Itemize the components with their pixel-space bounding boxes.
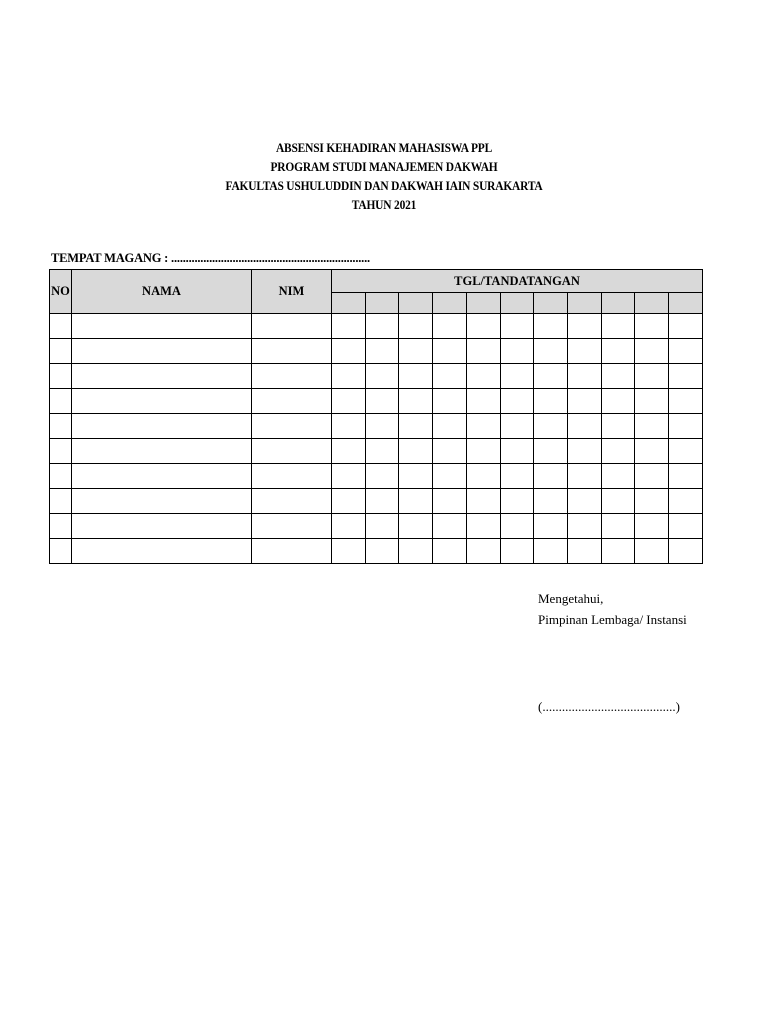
cell-signature	[534, 464, 568, 489]
cell-signature	[601, 539, 635, 564]
cell-signature	[534, 314, 568, 339]
cell-signature	[433, 339, 467, 364]
cell-nim	[252, 389, 332, 414]
cell-signature	[365, 464, 399, 489]
cell-signature	[466, 489, 500, 514]
signature-line-2: Pimpinan Lembaga/ Instansi	[538, 612, 687, 627]
cell-signature	[466, 439, 500, 464]
cell-signature	[399, 339, 433, 364]
cell-no	[50, 514, 72, 539]
cell-signature	[568, 439, 602, 464]
cell-signature	[399, 389, 433, 414]
cell-signature	[433, 539, 467, 564]
cell-signature	[568, 364, 602, 389]
cell-signature	[466, 314, 500, 339]
cell-no	[50, 439, 72, 464]
header-nama: NAMA	[72, 270, 252, 314]
document-title	[0, 138, 768, 214]
date-header-cell	[500, 293, 534, 314]
date-header-cell	[601, 293, 635, 314]
cell-nim	[252, 339, 332, 364]
title-line-4: TAHUN 2021	[351, 197, 417, 212]
date-header-cell	[466, 293, 500, 314]
title-line-3: FAKULTAS USHULUDDIN DAN DAKWAH IAIN SURAKARTA	[225, 178, 543, 193]
cell-signature	[500, 464, 534, 489]
cell-signature	[365, 364, 399, 389]
signature-block	[538, 588, 687, 630]
cell-signature	[466, 414, 500, 439]
cell-no	[50, 389, 72, 414]
cell-signature	[466, 539, 500, 564]
date-header-cell	[534, 293, 568, 314]
cell-signature	[332, 439, 366, 464]
title-line-1: ABSENSI KEHADIRAN MAHASISWA PPL	[275, 140, 493, 155]
title-line-2: PROGRAM STUDI MANAJEMEN DAKWAH	[270, 159, 498, 174]
cell-signature	[635, 414, 669, 439]
table-row	[50, 539, 703, 564]
cell-signature	[601, 414, 635, 439]
cell-nim	[252, 439, 332, 464]
cell-signature	[601, 364, 635, 389]
cell-signature	[399, 539, 433, 564]
cell-signature	[332, 539, 366, 564]
cell-signature	[466, 389, 500, 414]
cell-signature	[365, 539, 399, 564]
cell-signature	[466, 339, 500, 364]
cell-nim	[252, 364, 332, 389]
cell-signature	[635, 439, 669, 464]
cell-signature	[669, 439, 703, 464]
cell-signature	[669, 364, 703, 389]
cell-signature	[669, 314, 703, 339]
header-no: NO	[50, 270, 72, 314]
cell-signature	[399, 464, 433, 489]
cell-signature	[568, 464, 602, 489]
cell-nama	[72, 414, 252, 439]
cell-signature	[399, 489, 433, 514]
cell-signature	[669, 539, 703, 564]
cell-signature	[635, 314, 669, 339]
cell-signature	[433, 464, 467, 489]
cell-nim	[252, 489, 332, 514]
cell-nama	[72, 489, 252, 514]
cell-nim	[252, 314, 332, 339]
cell-signature	[568, 414, 602, 439]
header-tgl-tandatangan: TGL/TANDATANGAN	[332, 270, 703, 293]
table-row	[50, 464, 703, 489]
cell-nama	[72, 314, 252, 339]
cell-signature	[534, 539, 568, 564]
cell-nim	[252, 464, 332, 489]
cell-no	[50, 414, 72, 439]
table-row	[50, 439, 703, 464]
signature-placeholder: (.........................................)	[538, 699, 680, 714]
cell-signature	[365, 314, 399, 339]
cell-no	[50, 339, 72, 364]
table-row	[50, 339, 703, 364]
cell-signature	[669, 414, 703, 439]
cell-no	[50, 364, 72, 389]
cell-signature	[433, 514, 467, 539]
date-header-cell	[568, 293, 602, 314]
cell-signature	[399, 364, 433, 389]
cell-signature	[601, 439, 635, 464]
cell-signature	[635, 389, 669, 414]
signature-line-1: Mengetahui,	[538, 591, 604, 606]
cell-signature	[433, 314, 467, 339]
cell-signature	[399, 514, 433, 539]
cell-signature	[669, 514, 703, 539]
cell-signature	[500, 489, 534, 514]
cell-signature	[500, 364, 534, 389]
table-row	[50, 414, 703, 439]
cell-signature	[534, 364, 568, 389]
cell-signature	[635, 464, 669, 489]
cell-signature	[500, 514, 534, 539]
table-row	[50, 364, 703, 389]
cell-signature	[601, 489, 635, 514]
date-header-cell	[332, 293, 366, 314]
cell-signature	[534, 389, 568, 414]
cell-nama	[72, 464, 252, 489]
cell-signature	[669, 339, 703, 364]
attendance-table	[49, 269, 703, 564]
cell-signature	[601, 514, 635, 539]
cell-signature	[466, 364, 500, 389]
cell-signature	[534, 339, 568, 364]
cell-signature	[568, 489, 602, 514]
date-header-cell	[669, 293, 703, 314]
cell-signature	[500, 439, 534, 464]
table-row	[50, 389, 703, 414]
cell-signature	[466, 514, 500, 539]
cell-signature	[332, 314, 366, 339]
cell-signature	[466, 464, 500, 489]
cell-signature	[669, 489, 703, 514]
cell-signature	[399, 314, 433, 339]
table-row	[50, 314, 703, 339]
cell-signature	[635, 339, 669, 364]
date-header-cell	[635, 293, 669, 314]
cell-signature	[601, 339, 635, 364]
tempat-magang-label: TEMPAT MAGANG : ....................................................................	[51, 251, 370, 265]
date-header-cell	[399, 293, 433, 314]
cell-nama	[72, 389, 252, 414]
cell-signature	[635, 364, 669, 389]
cell-signature	[399, 414, 433, 439]
cell-signature	[534, 414, 568, 439]
cell-nama	[72, 514, 252, 539]
cell-signature	[332, 389, 366, 414]
cell-nama	[72, 539, 252, 564]
cell-signature	[500, 539, 534, 564]
cell-signature	[433, 389, 467, 414]
cell-nama	[72, 439, 252, 464]
cell-signature	[669, 389, 703, 414]
cell-signature	[365, 414, 399, 439]
cell-nim	[252, 539, 332, 564]
cell-signature	[332, 414, 366, 439]
cell-signature	[635, 514, 669, 539]
cell-signature	[500, 414, 534, 439]
cell-signature	[332, 364, 366, 389]
cell-signature	[601, 314, 635, 339]
cell-signature	[534, 439, 568, 464]
cell-signature	[500, 389, 534, 414]
header-nim: NIM	[252, 270, 332, 314]
cell-nim	[252, 514, 332, 539]
cell-signature	[601, 389, 635, 414]
cell-nama	[72, 364, 252, 389]
cell-signature	[399, 439, 433, 464]
cell-signature	[635, 489, 669, 514]
cell-signature	[669, 464, 703, 489]
cell-signature	[568, 389, 602, 414]
cell-signature	[332, 489, 366, 514]
cell-no	[50, 464, 72, 489]
table-row	[50, 489, 703, 514]
cell-signature	[332, 464, 366, 489]
cell-signature	[635, 539, 669, 564]
cell-no	[50, 539, 72, 564]
cell-nama	[72, 339, 252, 364]
date-header-cell	[433, 293, 467, 314]
cell-signature	[365, 439, 399, 464]
table-body	[50, 314, 703, 564]
cell-signature	[433, 489, 467, 514]
cell-signature	[568, 314, 602, 339]
cell-signature	[500, 339, 534, 364]
cell-signature	[433, 414, 467, 439]
cell-signature	[568, 514, 602, 539]
cell-signature	[365, 514, 399, 539]
cell-signature	[365, 339, 399, 364]
cell-signature	[365, 489, 399, 514]
table-row	[50, 514, 703, 539]
cell-signature	[433, 439, 467, 464]
cell-signature	[601, 464, 635, 489]
cell-signature	[568, 539, 602, 564]
cell-signature	[433, 364, 467, 389]
cell-signature	[332, 514, 366, 539]
cell-signature	[500, 314, 534, 339]
date-header-cell	[365, 293, 399, 314]
cell-no	[50, 314, 72, 339]
cell-signature	[568, 339, 602, 364]
cell-signature	[534, 489, 568, 514]
cell-signature	[534, 514, 568, 539]
cell-signature	[365, 389, 399, 414]
cell-nim	[252, 414, 332, 439]
cell-signature	[332, 339, 366, 364]
cell-no	[50, 489, 72, 514]
